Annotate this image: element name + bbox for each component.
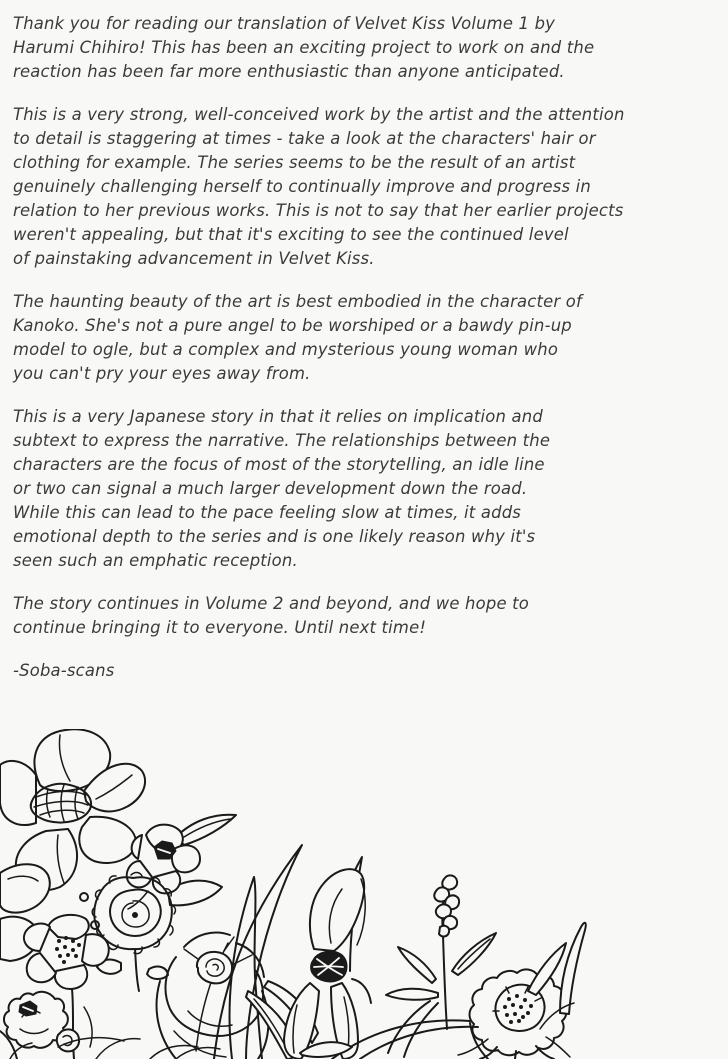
afterword-line: Harumi Chihiro! This has been an exciting project to work on and the (13, 38, 595, 57)
afterword-line: or two can signal a much larger development down the road. (13, 479, 528, 498)
afterword-line: relation to her previous works. This is not to say that her earlier projects (13, 201, 624, 220)
afterword-line: Thank you for reading our translation of Velvet Kiss Volume 1 by (13, 14, 556, 33)
afterword-line: reaction has been far more enthusiastic than anyone anticipated. (13, 62, 565, 81)
signature (13, 659, 710, 683)
afterword-line: emotional depth to the series and is one likely reason why it's (13, 527, 536, 546)
afterword-line: This is a very strong, well-conceived work by the artist and the attention (13, 105, 625, 124)
afterword-line: This is a very Japanese story in that it relies on implication and (13, 407, 543, 426)
flower-line-art-illustration (0, 729, 728, 1059)
afterword-line: weren't appealing, but that it's exciting to see the continued level (13, 225, 569, 244)
afterword-line: While this can lead to the pace feeling slow at times, it adds (13, 503, 522, 522)
afterword-line: clothing for example. The series seems to be the result of an artist (13, 153, 576, 172)
signature-line: -Soba-scans (13, 661, 115, 680)
paragraph-thanks (13, 12, 710, 84)
afterword-line: of painstaking advancement in Velvet Kiss. (13, 249, 375, 268)
afterword-line: seen such an emphatic reception. (13, 551, 298, 570)
iris-flower (284, 869, 371, 1059)
afterword-line: genuinely challenging herself to continually improve and progress in (13, 177, 591, 196)
afterword-line: continue bringing it to everyone. Until next time! (13, 618, 427, 637)
afterword-line: characters are the focus of most of the storytelling, an idle line (13, 455, 545, 474)
afterword-text (13, 12, 710, 702)
pompom-flower (0, 992, 79, 1059)
afterword-line: you can't pry your eyes away from. (13, 364, 311, 383)
afterword-line: Kanoko. She's not a pure angel to be worshiped or a bawdy pin-up (13, 316, 572, 335)
paragraph-artist (13, 103, 710, 271)
afterword-line: subtext to express the narrative. The relationships between the (13, 431, 551, 450)
paragraph-story (13, 405, 710, 573)
paragraph-volume2 (13, 592, 710, 640)
afterword-line: model to ogle, but a complex and mysterious young woman who (13, 340, 559, 359)
afterword-line: The haunting beauty of the art is best embodied in the character of (13, 292, 582, 311)
bud-spike (434, 875, 459, 1029)
paragraph-kanoko (13, 290, 710, 386)
afterword-line: The story continues in Volume 2 and beyond, and we hope to (13, 594, 530, 613)
afterword-line: to detail is staggering at times - take a look at the characters' hair or (13, 129, 596, 148)
